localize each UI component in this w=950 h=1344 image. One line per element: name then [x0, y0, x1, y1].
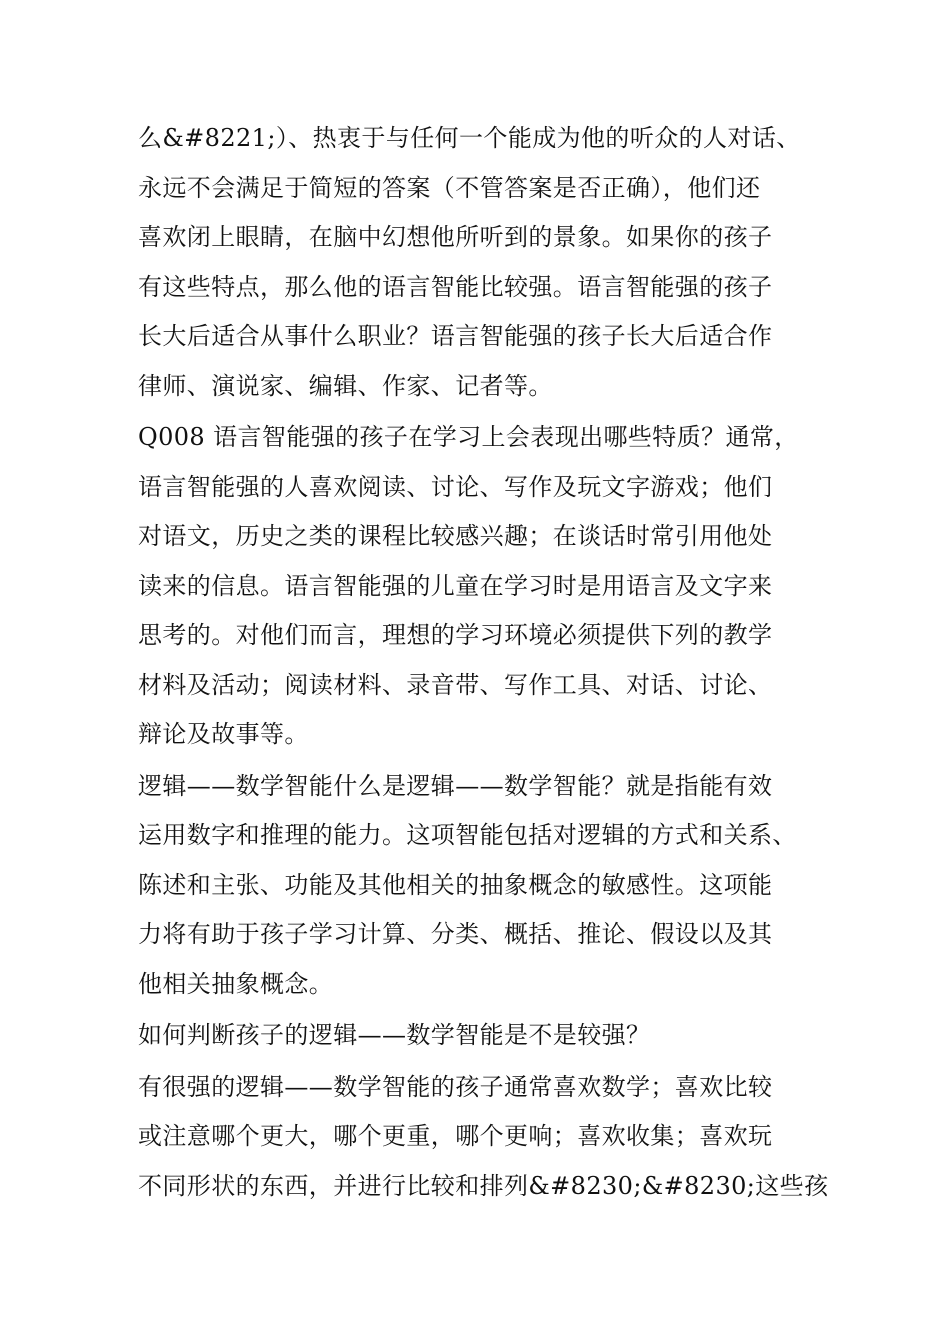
text-line: 或注意哪个更大，哪个更重，哪个更响；喜欢收集；喜欢玩 [138, 1122, 773, 1150]
text-line: 力将有助于孩子学习计算、分类、概括、推论、假设以及其 [138, 920, 773, 948]
text-line: 么&#8221;）、热衷于与任何一个能成为他的听众的人对话、 [138, 124, 801, 152]
text-line: 长大后适合从事什么职业？语言智能强的孩子长大后适合作 [138, 322, 773, 350]
text-line: 如何判断孩子的逻辑——数学智能是不是较强？ [138, 1021, 651, 1049]
text-line: Q008 语言智能强的孩子在学习上会表现出哪些特质？通常， [138, 423, 799, 451]
text-line: 对语文，历史之类的课程比较感兴趣；在谈话时常引用他处 [138, 522, 773, 550]
paragraph-2 [138, 413, 828, 760]
text-line: 律师、演说家、编辑、作家、记者等。 [138, 371, 553, 400]
text-line: 语言智能强的人喜欢阅读、讨论、写作及玩文字游戏；他们 [138, 472, 773, 501]
text-line: 读来的信息。语言智能强的儿童在学习时是用语言及文字来 [138, 571, 773, 600]
text-line: 辩论及故事等。 [138, 720, 309, 748]
text-line: 喜欢闭上眼睛，在脑中幻想他所听到的景象。如果你的孩子 [138, 223, 773, 251]
text-line: 有这些特点，那么他的语言智能比较强。语言智能强的孩子 [138, 272, 773, 301]
text-line: 他相关抽象概念。 [138, 969, 334, 998]
text-line: 运用数字和推理的能力。这项智能包括对逻辑的方式和关系、 [138, 821, 797, 849]
paragraph-3 [138, 762, 828, 1010]
paragraph-5 [138, 1063, 828, 1212]
text-line: 有很强的逻辑——数学智能的孩子通常喜欢数学；喜欢比较 [138, 1072, 773, 1101]
text-line: 逻辑——数学智能什么是逻辑——数学智能？就是指能有效 [138, 771, 773, 800]
document-body [138, 114, 828, 1213]
paragraph-1 [138, 114, 828, 411]
text-line: 材料及活动；阅读材料、录音带、写作工具、对话、讨论、 [138, 670, 773, 699]
text-line: 思考的。对他们而言，理想的学习环境必须提供下列的教学 [138, 621, 773, 649]
text-line: 永远不会满足于简短的答案（不管答案是否正确），他们还 [138, 173, 761, 202]
paragraph-4 [138, 1011, 828, 1061]
text-line: 不同形状的东西，并进行比较和排列&#8230;&#8230;这些孩 [138, 1171, 829, 1200]
text-line: 陈述和主张、功能及其他相关的抽象概念的敏感性。这项能 [138, 870, 773, 899]
